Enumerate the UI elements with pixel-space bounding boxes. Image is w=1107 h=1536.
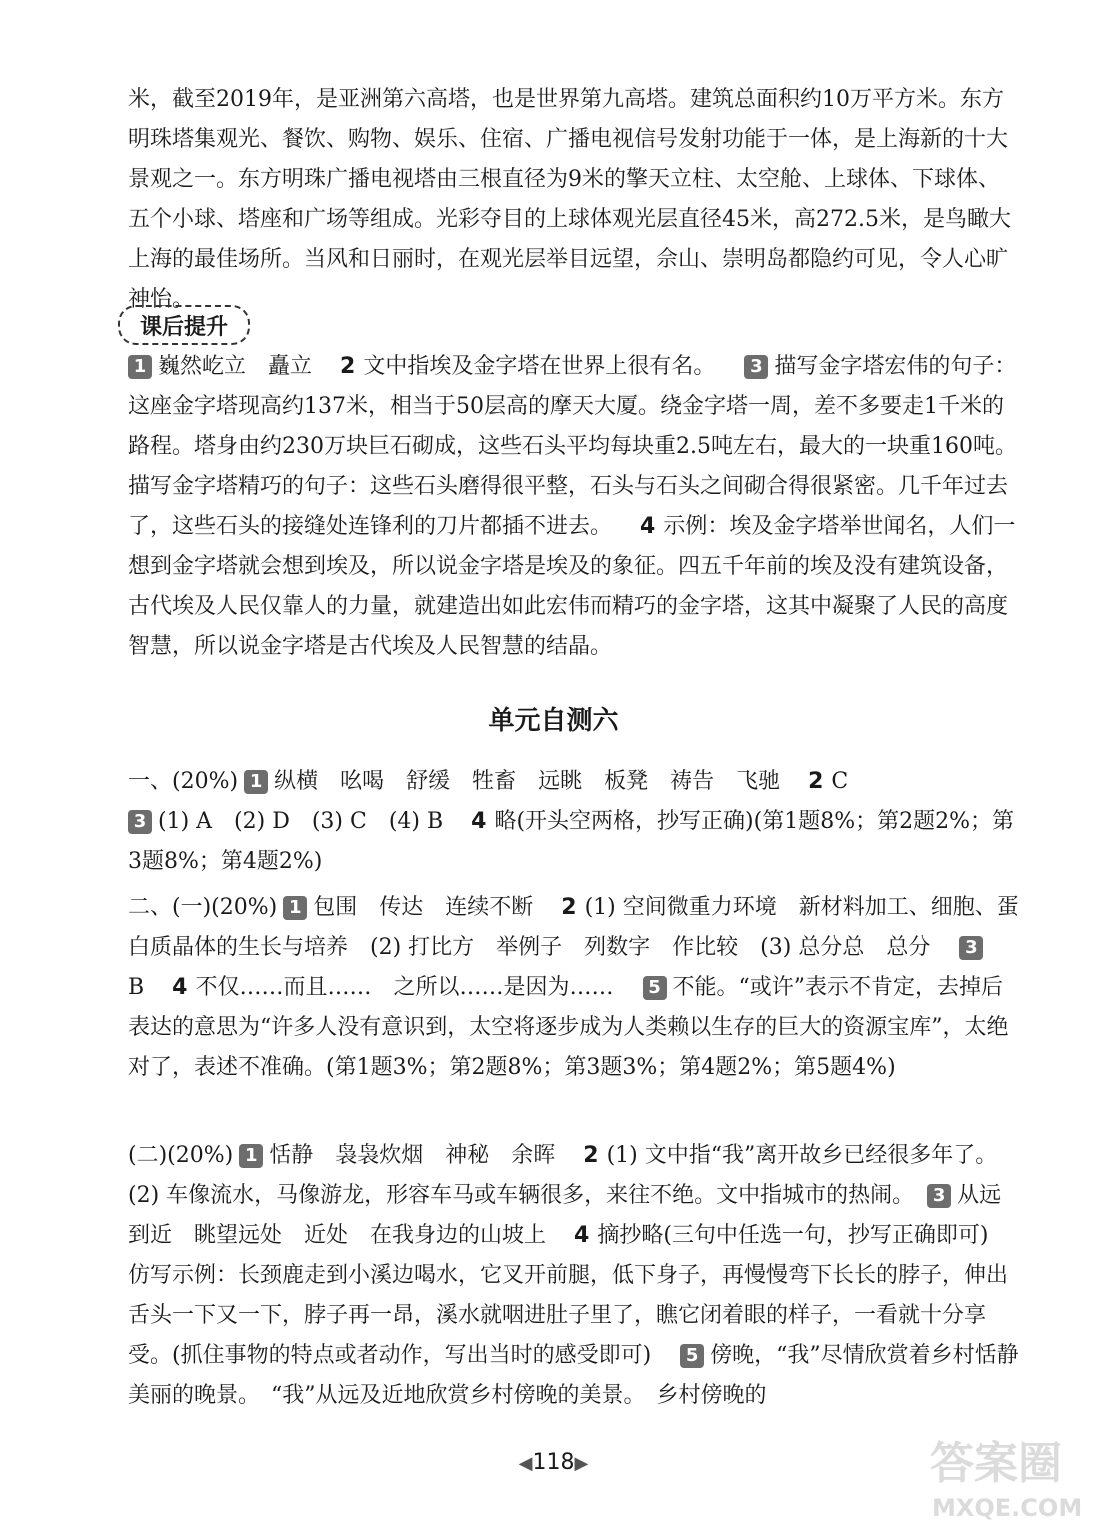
after-class-answers [128, 347, 1028, 667]
question-number: 4 [574, 1223, 590, 1248]
part1-answers [128, 762, 1020, 882]
answer-text: 略(开头空两格，抄写正确)(第1题8%；第2题2%；第3题8%；第4题2%) [128, 809, 1015, 874]
answer-text: 摘抄略(三句中任选一句，抄写正确即可) 仿写示例：长颈鹿走到小溪边喝水，它叉开前腿，低下身子，再慢慢弯下长长的脖子，伸出舌头一下又一下，脖子再一昂，溪水就咽进肚子里了，瞧它闭着眼的样子，一看就十分享受。(抓住事物的特点或者动作，写出当时的感受即可) [128, 1223, 1011, 1368]
question-badge: 3 [744, 355, 768, 379]
watermark-logo [920, 1420, 1105, 1530]
answer-text: 傍晚，“我”尽情欣赏着乡村恬静美丽的晚景。 “我”从远及近地欣赏乡村傍晚的美景。 乡村傍晚的 [128, 1343, 1019, 1408]
answer-text: 巍然屹立 矗立 [158, 354, 313, 379]
unit-title: 单元自测六 [488, 706, 619, 736]
answer-text: 示例：埃及金字塔举世闻名，人们一想到金字塔就会想到埃及，所以说金字塔是埃及的象征。四五千年前的埃及没有建筑设备，古代埃及人民仅靠人的力量，就建造出如此宏伟而精巧的金字塔，这其中凝聚了人民的高度智慧，所以说金字塔是古代埃及人民智慧的结晶。 [128, 514, 1016, 659]
question-number: 2 [808, 769, 824, 794]
triangle-right-icon: ▶ [574, 1453, 589, 1474]
question-badge: 1 [244, 770, 268, 794]
part2b-answers [128, 1136, 1020, 1416]
question-number: 4 [640, 514, 656, 539]
after-class-tag-label: 课后提升 [139, 314, 228, 340]
question-badge: 1 [239, 1144, 263, 1168]
answer-text: 纵横 吆喝 舒缓 牲畜 远眺 板凳 祷告 飞驰 [274, 769, 781, 794]
answer-text: (1) A (2) D (3) C (4) B [158, 809, 444, 834]
page-number-text: 118 [532, 1450, 575, 1475]
triangle-left-icon: ◀ [518, 1453, 533, 1474]
part2a-answers [128, 888, 1020, 1088]
question-badge: 3 [128, 810, 152, 834]
question-badge: 5 [643, 976, 667, 1000]
answer-text: C [831, 769, 849, 794]
question-badge: 3 [927, 1184, 951, 1208]
answer-text: (1) 文中指“我”离开故乡已经很多年了。 (2) 车像流水，马像游龙，形容车马或车辆很多，来往不绝。文中指城市的热闹。 [128, 1143, 1009, 1208]
answer-text: 包围 传达 连续不断 [313, 895, 534, 920]
question-number: 2 [340, 354, 356, 379]
answer-text: 文中指埃及金字塔在世界上很有名。 [363, 354, 716, 379]
section-label: 二、(一)(20%) [128, 895, 278, 920]
svg-text:MXQE.COM: MXQE.COM [932, 1494, 1083, 1522]
question-number: 2 [583, 1143, 599, 1168]
svg-text:答案圈: 答案圈 [930, 1438, 1062, 1489]
after-class-tag [118, 305, 250, 345]
answer-text: 描写金字塔宏伟的句子：这座金字塔现高约137米，相当于50层高的摩天大厦。绕金字塔一周，差不多要走1千米的路程。塔身由约230万块巨石砌成，这些石头平均每块重2.5吨左右，最大的一块重160吨。 描写金字塔精巧的句子：这些石头磨得很平整，石头与石头之间砌合得很紧密。几千年过去了，这些石头的接缝处连锋利的刀片都插不进去。 [128, 354, 1028, 539]
answer-text: 不仅……而且…… 之所以……是因为…… [195, 975, 614, 1000]
question-badge: 3 [959, 936, 983, 960]
question-number: 4 [172, 975, 188, 1000]
question-number: 4 [471, 809, 487, 834]
answer-text: B [128, 975, 145, 1000]
section-label: 一、(20%) [128, 769, 239, 794]
question-number: 2 [561, 895, 577, 920]
answer-text: 恬静 袅袅炊烟 神秘 余晖 [269, 1143, 556, 1168]
question-badge: 1 [283, 896, 307, 920]
answer-text: (1) 空间微重力环境 新材料加工、细胞、蛋白质晶体的生长与培养 (2) 打比方 举例子 列数字 作比较 (3) 总分总 总分 [128, 895, 1019, 960]
intro-text: 米，截至2019年，是亚洲第六高塔，也是世界第九高塔。建筑总面积约10万平方米。东方明珠塔集观光、餐饮、购物、娱乐、住宿、广播电视信号发射功能于一体，是上海新的十大景观之一。东方明珠广播电视塔由三根直径为9米的擎天立柱、太空舱、上球体、下球体、五个小球、塔座和广场等组成。光彩夺目的上球体观光层直径45米，高272.5米，是鸟瞰大上海的最佳场所。当风和日丽时，在观光层举目远望，佘山、崇明岛都隐约可见，令人心旷神怡。 [128, 87, 1011, 312]
question-badge: 1 [128, 355, 152, 379]
intro-paragraph [128, 80, 1020, 320]
answer-text: 从远到近 眺望远处 近处 在我身边的山坡上 [128, 1183, 1002, 1248]
section-label: (二)(20%) [128, 1143, 234, 1168]
question-badge: 5 [680, 1344, 704, 1368]
answer-text: 不能。“或许”表示不肯定，去掉后表达的意思为“许多人没有意识到，太空将逐步成为人类赖以生存的巨大的资源宝库”，太绝对了，表述不准确。(第1题3%；第2题8%；第3题3%；第4题2%；第5题4%) [128, 975, 1009, 1080]
